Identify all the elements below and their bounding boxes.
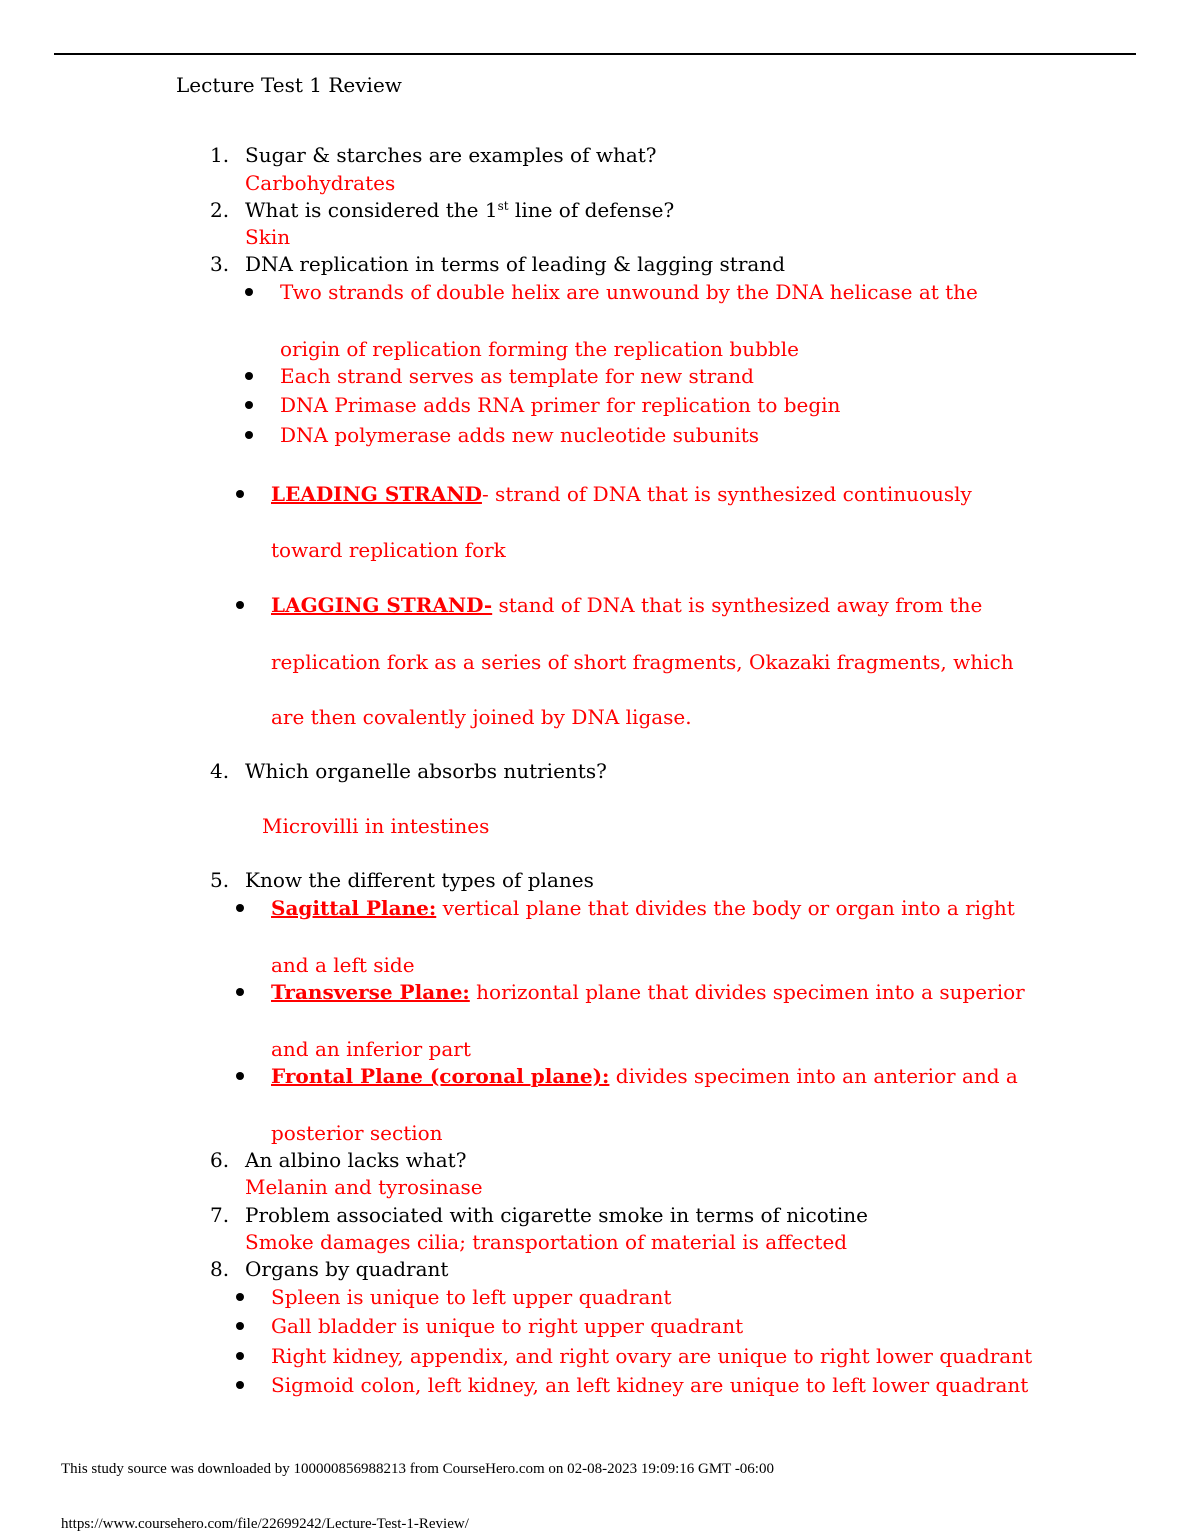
question-text: Organs by quadrant xyxy=(245,1257,449,1281)
bullet-dot xyxy=(236,601,244,609)
question-text: Know the different types of planes xyxy=(245,868,594,892)
answer-text: Melanin and tyrosinase xyxy=(245,1175,483,1199)
answer-text: Skin xyxy=(245,225,291,249)
question-number: 5. xyxy=(210,868,230,892)
superscript: st xyxy=(497,199,509,213)
bullet-dot xyxy=(245,372,253,380)
frontal-plane-definition: Frontal Plane (coronal plane): divides specimen into an anterior and a xyxy=(271,1064,1018,1088)
bullet-dot xyxy=(236,490,244,498)
answer-text: Microvilli in intestines xyxy=(262,814,490,838)
footer-source-notice: This study source was downloaded by 100000856988213 from CourseHero.com on 02-08-2023 19:09:16 GMT -06:00 xyxy=(61,1461,774,1477)
bullet-text: Each strand serves as template for new strand xyxy=(280,364,754,388)
bullet-dot xyxy=(245,401,253,409)
bullet-dot xyxy=(245,431,253,439)
sagittal-plane-definition: Sagittal Plane: vertical plane that divides the body or organ into a right xyxy=(271,896,1015,920)
leading-strand-term: LEADING STRAND xyxy=(271,482,482,506)
question-text: Sugar & starches are examples of what? xyxy=(245,143,657,167)
question-number: 8. xyxy=(210,1257,230,1281)
frontal-plane-continued: posterior section xyxy=(271,1121,443,1145)
bullet-text-continued: origin of replication forming the replication bubble xyxy=(280,337,799,361)
question-number: 2. xyxy=(210,198,230,222)
bullet-dot xyxy=(245,288,253,296)
bullet-text: Two strands of double helix are unwound by the DNA helicase at the xyxy=(280,280,978,304)
bullet-dot xyxy=(236,1072,244,1080)
question-number: 1. xyxy=(210,143,230,167)
question-text: DNA replication in terms of leading & lagging strand xyxy=(245,252,786,276)
bullet-dot xyxy=(236,904,244,912)
bullet-text: Sigmoid colon, left kidney, an left kidney are unique to left lower quadrant xyxy=(271,1373,1029,1397)
footer-url[interactable]: https://www.coursehero.com/file/22699242/Lecture-Test-1-Review/ xyxy=(61,1516,469,1532)
question-number: 4. xyxy=(210,759,230,783)
bullet-dot xyxy=(236,1352,244,1360)
bullet-dot xyxy=(236,1322,244,1330)
bullet-text: DNA polymerase adds new nucleotide subunits xyxy=(280,423,760,447)
transverse-plane-continued: and an inferior part xyxy=(271,1037,471,1061)
bullet-dot xyxy=(236,1293,244,1301)
lagging-strand-term: LAGGING STRAND- xyxy=(271,593,493,617)
question-text: What is considered the 1st line of defense? xyxy=(245,198,675,222)
lagging-strand-continued: are then covalently joined by DNA ligase. xyxy=(271,705,692,729)
lagging-strand-definition: LAGGING STRAND- stand of DNA that is synthesized away from the xyxy=(271,593,983,617)
leading-strand-continued: toward replication fork xyxy=(271,538,506,562)
bullet-dot xyxy=(236,988,244,996)
lagging-strand-continued: replication fork as a series of short fragments, Okazaki fragments, which xyxy=(271,650,1014,674)
sagittal-plane-continued: and a left side xyxy=(271,953,415,977)
question-text: Which organelle absorbs nutrients? xyxy=(245,759,607,783)
bullet-dot xyxy=(236,1381,244,1389)
question-number: 3. xyxy=(210,252,230,276)
bullet-text: DNA Primase adds RNA primer for replication to begin xyxy=(280,393,841,417)
header-rule xyxy=(54,53,1136,55)
bullet-text: Spleen is unique to left upper quadrant xyxy=(271,1285,672,1309)
bullet-text: Right kidney, appendix, and right ovary are unique to right lower quadrant xyxy=(271,1344,1033,1368)
question-number: 6. xyxy=(210,1148,230,1172)
answer-text: Smoke damages cilia; transportation of material is affected xyxy=(245,1230,848,1254)
transverse-plane-definition: Transverse Plane: horizontal plane that divides specimen into a superior xyxy=(271,980,1025,1004)
answer-text: Carbohydrates xyxy=(245,171,396,195)
question-number: 7. xyxy=(210,1203,230,1227)
frontal-plane-term: Frontal Plane (coronal plane): xyxy=(271,1064,610,1088)
question-text: An albino lacks what? xyxy=(245,1148,467,1172)
question-text: Problem associated with cigarette smoke in terms of nicotine xyxy=(245,1203,868,1227)
page-title: Lecture Test 1 Review xyxy=(176,73,402,97)
sagittal-plane-term: Sagittal Plane: xyxy=(271,896,437,920)
leading-strand-definition: LEADING STRAND- strand of DNA that is synthesized continuously xyxy=(271,482,972,506)
bullet-text: Gall bladder is unique to right upper quadrant xyxy=(271,1314,744,1338)
transverse-plane-term: Transverse Plane: xyxy=(271,980,470,1004)
